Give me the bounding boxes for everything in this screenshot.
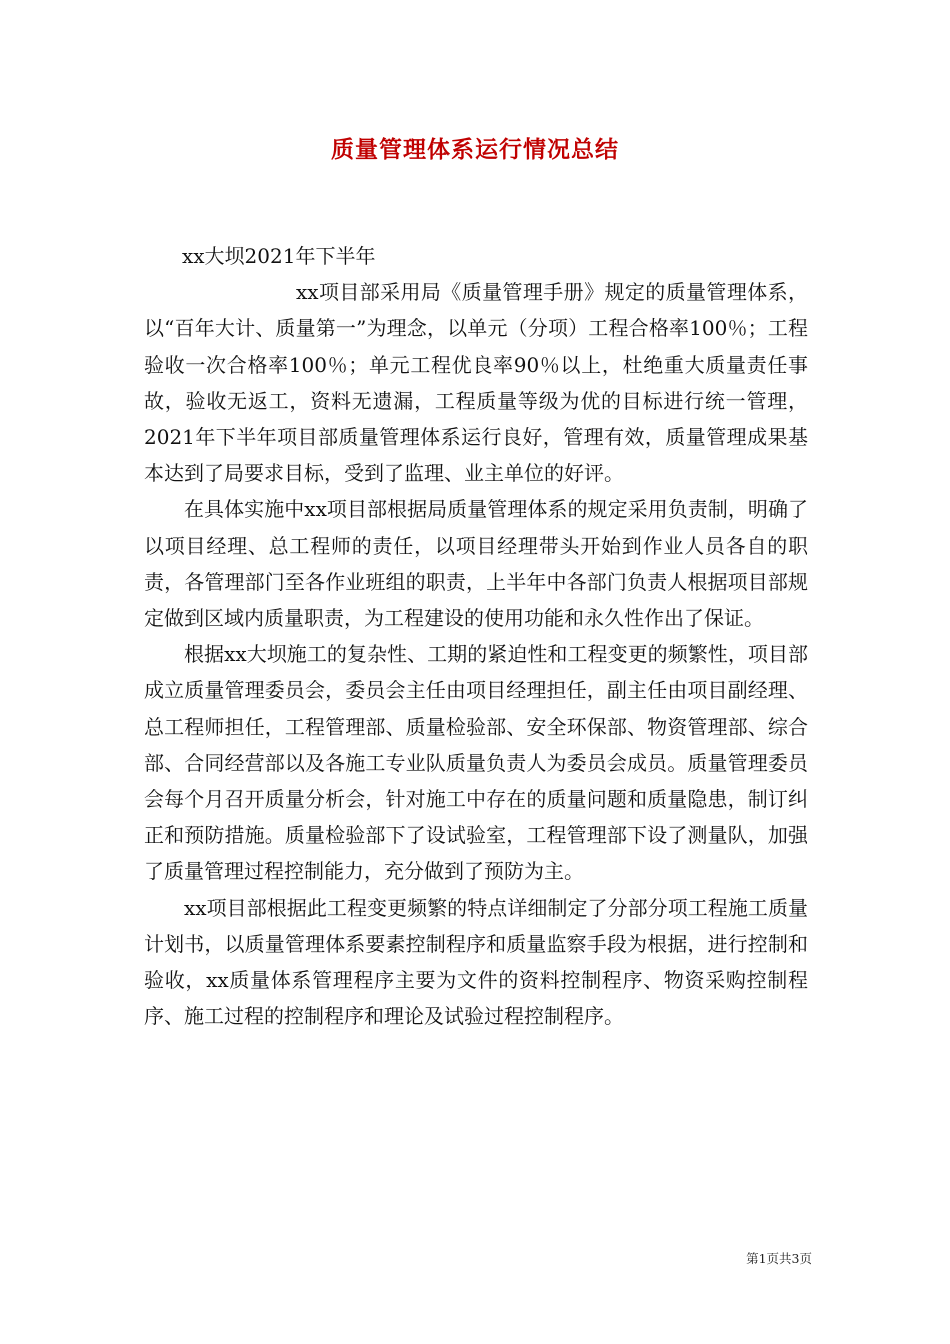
document-body [144, 238, 808, 1034]
paragraph-3: 根据xx大坝施工的复杂性、工期的紧迫性和工程变更的频繁性，项目部成立质量管理委员会，委员会主任由项目经理担任，副主任由项目副经理、总工程师担任，工程管理部、质量检验部、安全环保部、物资管理部、综合部、合同经营部以及各施工专业队质量负责人为委员会成员。质量管理委员会每个月召开质量分析会，针对施工中存在的质量问题和质量隐患，制订纠正和预防措施。质量检验部下了设试验室，工程管理部下设了测量队，加强了质量管理过程控制能力，充分做到了预防为主。 [144, 642, 808, 884]
document-subtitle: xx大坝2021年下半年 [182, 244, 376, 268]
paragraph-4: xx项目部根据此工程变更频繁的特点详细制定了分部分项工程施工质量计划书，以质量管理体系要素控制程序和质量监察手段为根据，进行控制和验收，xx质量体系管理程序主要为文件的资料控制程序、物资采购控制程序、施工过程的控制程序和理论及试验过程控制程序。 [144, 895, 808, 1029]
paragraph-1: xx项目部采用局《质量管理手册》规定的质量管理体系，以“百年大计、质量第一”为理念，以单元（分项）工程合格率100％；工程验收一次合格率100％；单元工程优良率90％以上，杜绝重大质量责任事故，验收无返工，资料无遗漏，工程质量等级为优的目标进行统一管理，2021年下半年项目部质量管理体系运行良好，管理有效，质量管理成果基本达到了局要求目标，受到了监理、业主单位的好评。 [144, 280, 808, 486]
page-number: 第1页共3页 [746, 1251, 812, 1266]
document-title: 质量管理体系运行情况总结 [331, 136, 619, 163]
paragraph-2: 在具体实施中xx项目部根据局质量管理体系的规定采用负责制，明确了以项目经理、总工程师的责任，以项目经理带头开始到作业人员各自的职责，各管理部门至各作业班组的职责，上半年中各部门负责人根据项目部规定做到区域内质量职责，为工程建设的使用功能和永久性作出了保证。 [144, 497, 808, 631]
